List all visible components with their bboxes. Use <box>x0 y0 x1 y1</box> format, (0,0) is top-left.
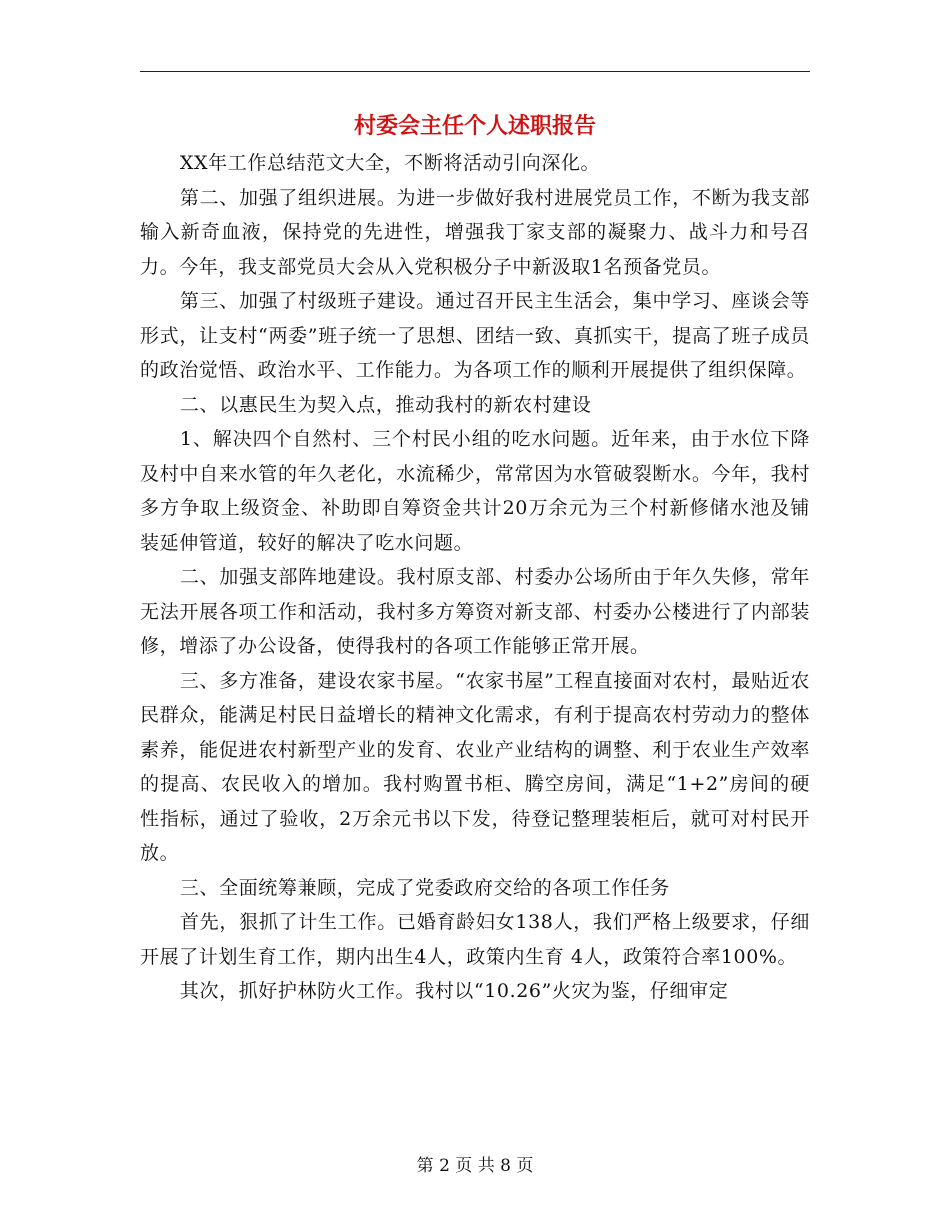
document-title: 村委会主任个人述职报告 <box>353 113 596 139</box>
paragraph: 首先，狠抓了计生工作。已婚育龄妇女138人，我们严格上级要求，仔细开展了计划生育工作，期内出生4人，政策内生育 4人，政策符合率100%。 <box>140 911 810 968</box>
paragraph: 其次，抓好护林防火工作。我村以“10.26”火灾为鉴，仔细审定 <box>179 980 729 1002</box>
paragraph: 1、解决四个自然村、三个村民小组的吃水问题。近年来，由于水位下降及村中自来水管的年久老化，水流稀少，常常因为水管破裂断水。今年，我村多方争取上级资金、补助即自筹资金共计20万余元为三个村新修储水池及铺装延伸管道，较好的解决了吃水问题。 <box>140 428 810 554</box>
paragraph: XX年工作总结范文大全，不断将活动引向深化。 <box>179 152 601 174</box>
page-number: 第 2 页 共 8 页 <box>416 1156 534 1176</box>
document-body <box>140 146 810 1009</box>
section-heading: 二、以惠民生为契入点，推动我村的新农村建设 <box>179 393 592 416</box>
paragraph: 第二、加强了组织进展。为进一步做好我村进展党员工作，不断为我支部输入新奇血液，保持党的先进性，增强我丁家支部的凝聚力、战斗力和号召力。今年，我支部党员大会从入党积极分子中新汲取1名预备党员。 <box>140 186 810 278</box>
header-rule <box>140 71 810 72</box>
section-heading: 三、全面统筹兼顾，完成了党委政府交给的各项工作任务 <box>179 876 670 899</box>
paragraph: 第三、加强了村级班子建设。通过召开民主生活会，集中学习、座谈会等形式，让支村“两委”班子统一了思想、团结一致、真抓实干，提高了班子成员的政治觉悟、政治水平、工作能力。为各项工作的顺利开展提供了组织保障。 <box>140 290 810 381</box>
paragraph: 二、加强支部阵地建设。我村原支部、村委办公场所由于年久失修，常年无法开展各项工作和活动，我村多方筹资对新支部、村委办公楼进行了内部装修，增添了办公设备，使得我村的各项工作能够正常开展。 <box>140 566 810 657</box>
paragraph: 三、多方准备，建设农家书屋。“农家书屋”工程直接面对农村，最贴近农民群众，能满足村民日益增长的精神文化需求，有利于提高农村劳动力的整体素养，能促进农村新型产业的发育、农业产业结构的调整、利于农业生产效率的提高、农民收入的增加。我村购置书柜、腾空房间，满足“1+2”房间的硬性指标，通过了验收，2万余元书以下发，待登记整理装柜后，就可对村民开放。 <box>140 669 810 864</box>
